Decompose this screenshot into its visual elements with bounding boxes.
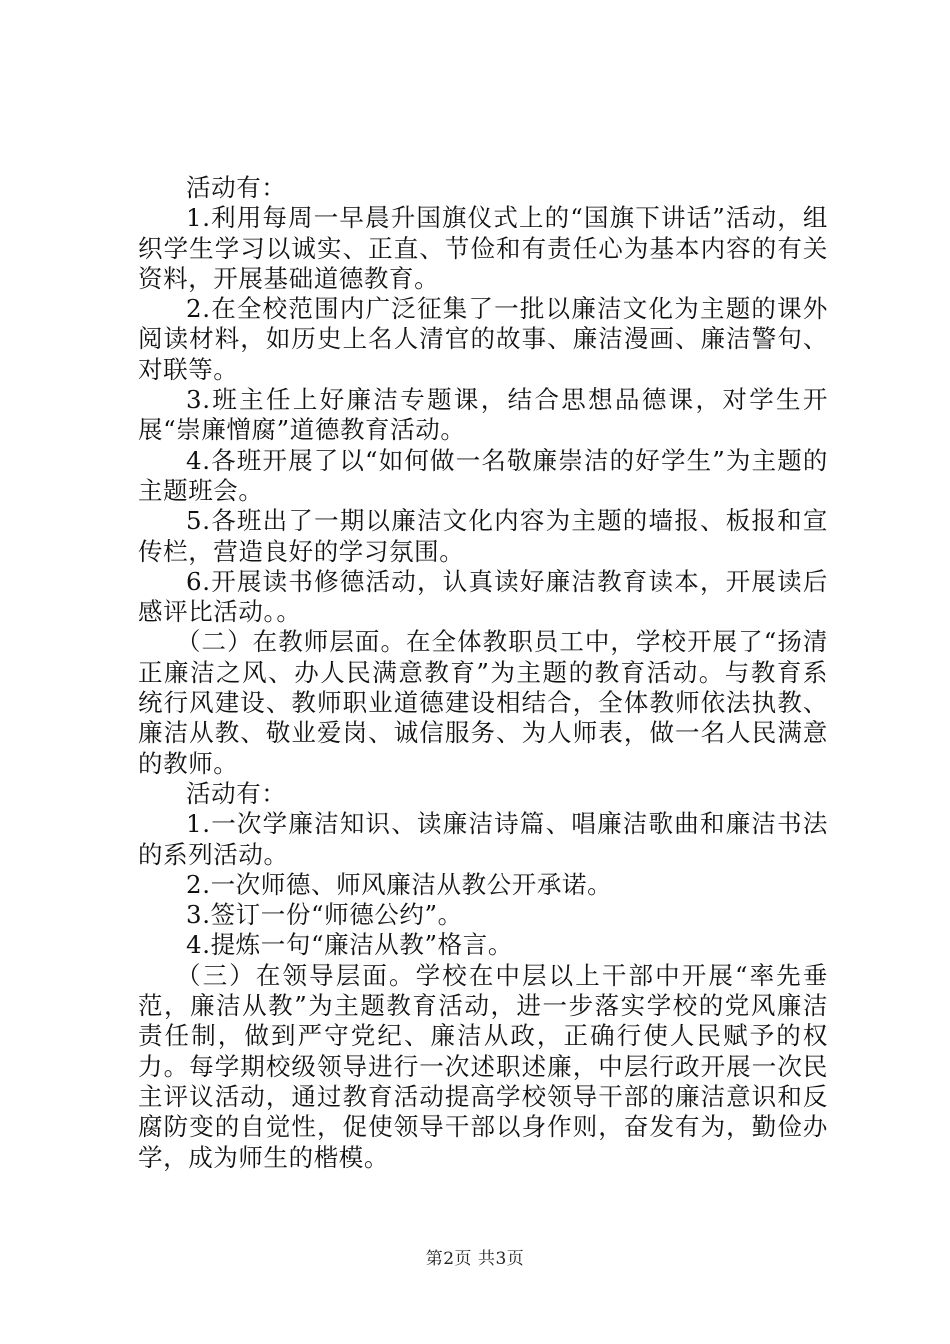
paragraph-teacher-activity-3: 3.签订一份“师德公约”。 — [186, 900, 463, 930]
paragraph-student-activity-2: 2.在全校范围内广泛征集了一批以廉洁文化为主题的课外阅读材料，如历史上名人清官的故事、廉洁漫画、廉洁警句、对联等。 — [138, 294, 828, 384]
paragraph-student-activity-6: 6.开展读书修德活动，认真读好廉洁教育读本，开展读后感评比活动。。 — [138, 566, 828, 627]
paragraph-student-activity-4: 4.各班开展了以“如何做一名敬廉崇洁的好学生”为主题的主题班会。 — [138, 445, 828, 505]
document-body — [138, 173, 828, 1173]
page-number-footer: 第2页 共3页 — [425, 1249, 525, 1269]
paragraph-teacher-activity-4: 4.提炼一句“廉洁从教”格言。 — [186, 930, 513, 960]
paragraph-teacher-activity-2: 2.一次师德、师风廉洁从教公开承诺。 — [186, 869, 613, 899]
paragraph-activities-heading-2: 活动有： — [186, 778, 287, 808]
paragraph-student-activity-3: 3.班主任上好廉洁专题课，结合思想品德课，对学生开展“崇廉憎腐”道德教育活动。 — [138, 385, 828, 445]
paragraph-teacher-level: （二）在教师层面。在全体教职员工中，学校开展了“扬清正廉洁之风、办人民满意教育”为主题的教育活动。与教育系统行风建设、教师职业道德建设相结合，全体教师依法执教、廉洁从教、敬业爱岗、诚信服务、为人师表，做一名人民满意的教师。 — [138, 627, 828, 778]
paragraph-student-activity-5: 5.各班出了一期以廉洁文化内容为主题的墙报、板报和宣传栏，营造良好的学习氛围。 — [138, 506, 828, 566]
paragraph-activities-heading-1: 活动有： — [186, 173, 287, 202]
paragraph-teacher-activity-1: 1.一次学廉洁知识、读廉洁诗篇、唱廉洁歌曲和廉洁书法的系列活动。 — [138, 809, 828, 869]
paragraph-student-activity-1: 1.利用每周一早晨升国旗仪式上的“国旗下讲话”活动，组织学生学习以诚实、正直、节俭和有责任心为基本内容的有关资料，开展基础道德教育。 — [138, 203, 828, 293]
paragraph-leadership-level: （三）在领导层面。学校在中层以上干部中开展“率先垂范，廉洁从教”为主题教育活动，进一步落实学校的党风廉洁责任制，做到严守党纪、廉洁从政，正确行使人民赋予的权力。每学期校级领导进行一次述职述廉，中层行政开展一次民主评议活动，通过教育活动提高学校领导干部的廉洁意识和反腐防变的自觉性，促使领导干部以身作则，奋发有为，勤俭办学，成为师生的楷模。 — [138, 960, 828, 1172]
